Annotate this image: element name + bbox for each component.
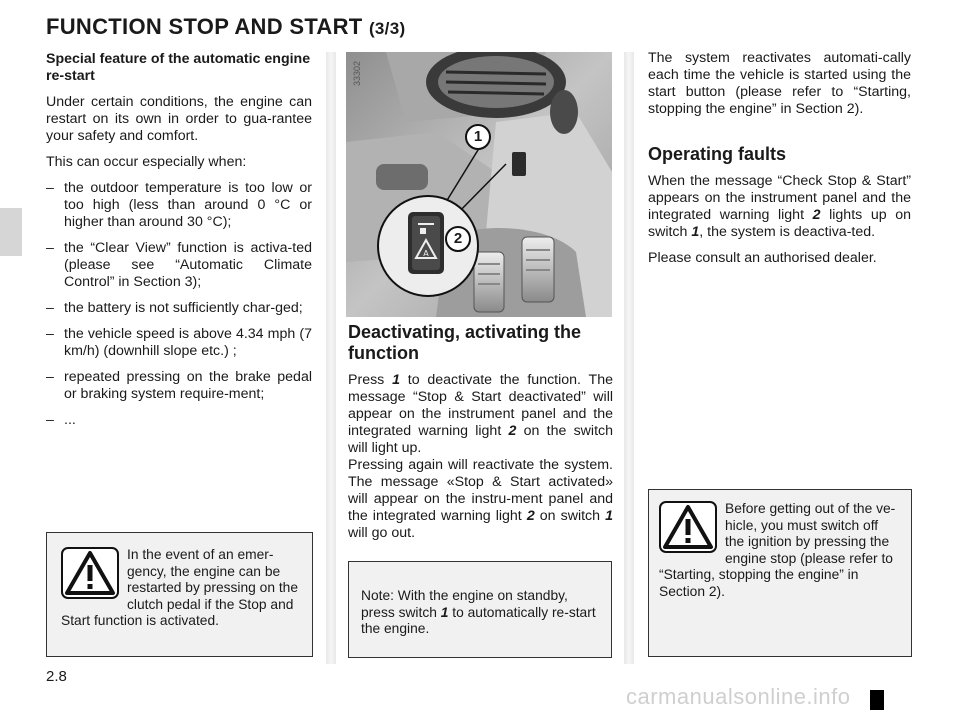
- page-edge-mark: [870, 690, 884, 710]
- column-divider-right: [624, 52, 634, 664]
- conditions-list: [46, 180, 312, 429]
- callout-1: 1: [465, 124, 491, 150]
- image-code: 33302: [352, 60, 362, 86]
- paragraph: Under certain conditions, the engine can restart on its own in order to gua-rantee your safety and comfort.: [46, 94, 312, 144]
- right-column: [648, 50, 911, 276]
- ref-1: 1: [440, 604, 449, 620]
- paragraph: Please consult an authorised dealer.: [648, 250, 877, 266]
- warning-box-right: [648, 489, 912, 657]
- list-item: – repeated pressing on the brake pedal or braking system require-ment;: [46, 369, 312, 403]
- text-run: to deactivate the function. The message “Stop & Start deactivated” will appear on the instrument panel and the integrated warning light: [348, 372, 613, 439]
- page-number: 2.8: [46, 668, 67, 685]
- paragraph: The system reactivates automati-cally each time the vehicle is started using the start button (please refer to “Starting, stopping the engine” in Section 2).: [648, 50, 911, 117]
- warning-text: Before getting out of the ve-hicle, you must switch off the ignition by pressing the engine stop (please refer to “Starting, stopping the engine” in Section 2).: [659, 501, 896, 599]
- section-heading: Deactivating, activating the function: [348, 322, 582, 363]
- list-item: – the battery is not sufficiently char-ged;: [46, 300, 312, 317]
- list-item: – the outdoor temperature is too low or too high (less than around 0 °C or higher than around 30 °C);: [46, 180, 312, 231]
- warning-text: In the event of an emer-gency, the engine can be restarted by pressing on the clutch pedal if the Stop and Start function is activated.: [61, 547, 299, 628]
- ref-1: 1: [605, 508, 613, 524]
- text-run: When the message “Check Stop & Start” appears on the instrument panel and the integrated warning light: [648, 173, 911, 223]
- text-run: on the switch will light up.: [348, 423, 613, 456]
- section-tab: [0, 208, 22, 256]
- text-run: to automatically re-start the engine.: [361, 604, 596, 636]
- section-heading: Special feature of the automatic engine re-start: [46, 51, 311, 84]
- paragraph: [348, 457, 613, 542]
- title-part: (3/3): [368, 19, 406, 38]
- ref-1: 1: [392, 372, 400, 388]
- watermark: carmanualsonline.info: [626, 684, 851, 709]
- ref-2: 2: [526, 508, 535, 524]
- text-run: lights up on switch: [648, 207, 911, 240]
- left-column: [46, 51, 312, 438]
- text-run: Press: [348, 372, 393, 388]
- warning-box-left: [46, 532, 313, 657]
- list-item: – ...: [46, 412, 312, 429]
- note-box: [348, 561, 612, 658]
- middle-column: [348, 322, 613, 551]
- text-run: , the system is deactiva-ted.: [699, 224, 876, 240]
- ref-1: 1: [691, 224, 700, 240]
- list-item: – the “Clear View” function is activa-ted (please see “Automatic Climate Control” in Section 3);: [46, 240, 312, 291]
- text-run: on switch: [534, 508, 606, 524]
- paragraph: [348, 372, 613, 457]
- ref-2: 2: [508, 423, 517, 439]
- title-main: FUNCTION STOP AND START: [46, 14, 363, 39]
- paragraph: This can occur especially when:: [46, 154, 247, 170]
- warning-triangle-icon: [659, 501, 717, 553]
- callout-2: 2: [445, 226, 471, 252]
- page-title: [46, 14, 405, 40]
- list-item: – the vehicle speed is above 4.34 mph (7 km/h) (downhill slope etc.) ;: [46, 326, 312, 360]
- note-text: [361, 588, 596, 636]
- warning-triangle-icon: [61, 547, 119, 599]
- text-run: Pressing again will reactivate the system. The message «Stop & Start activated» will appear on the instru-ment panel and the integrated warning light: [348, 457, 613, 524]
- svg-text:A: A: [423, 249, 429, 258]
- ref-2: 2: [812, 207, 821, 223]
- dashboard-photo: [346, 52, 612, 317]
- section-heading: Operating faults: [648, 144, 787, 164]
- column-divider-left: [326, 52, 336, 664]
- dashboard-illustration: [346, 52, 612, 317]
- text-run: Note: With the engine on standby, press switch: [361, 588, 568, 620]
- text-run: will go out.: [348, 525, 416, 541]
- paragraph: [648, 173, 911, 241]
